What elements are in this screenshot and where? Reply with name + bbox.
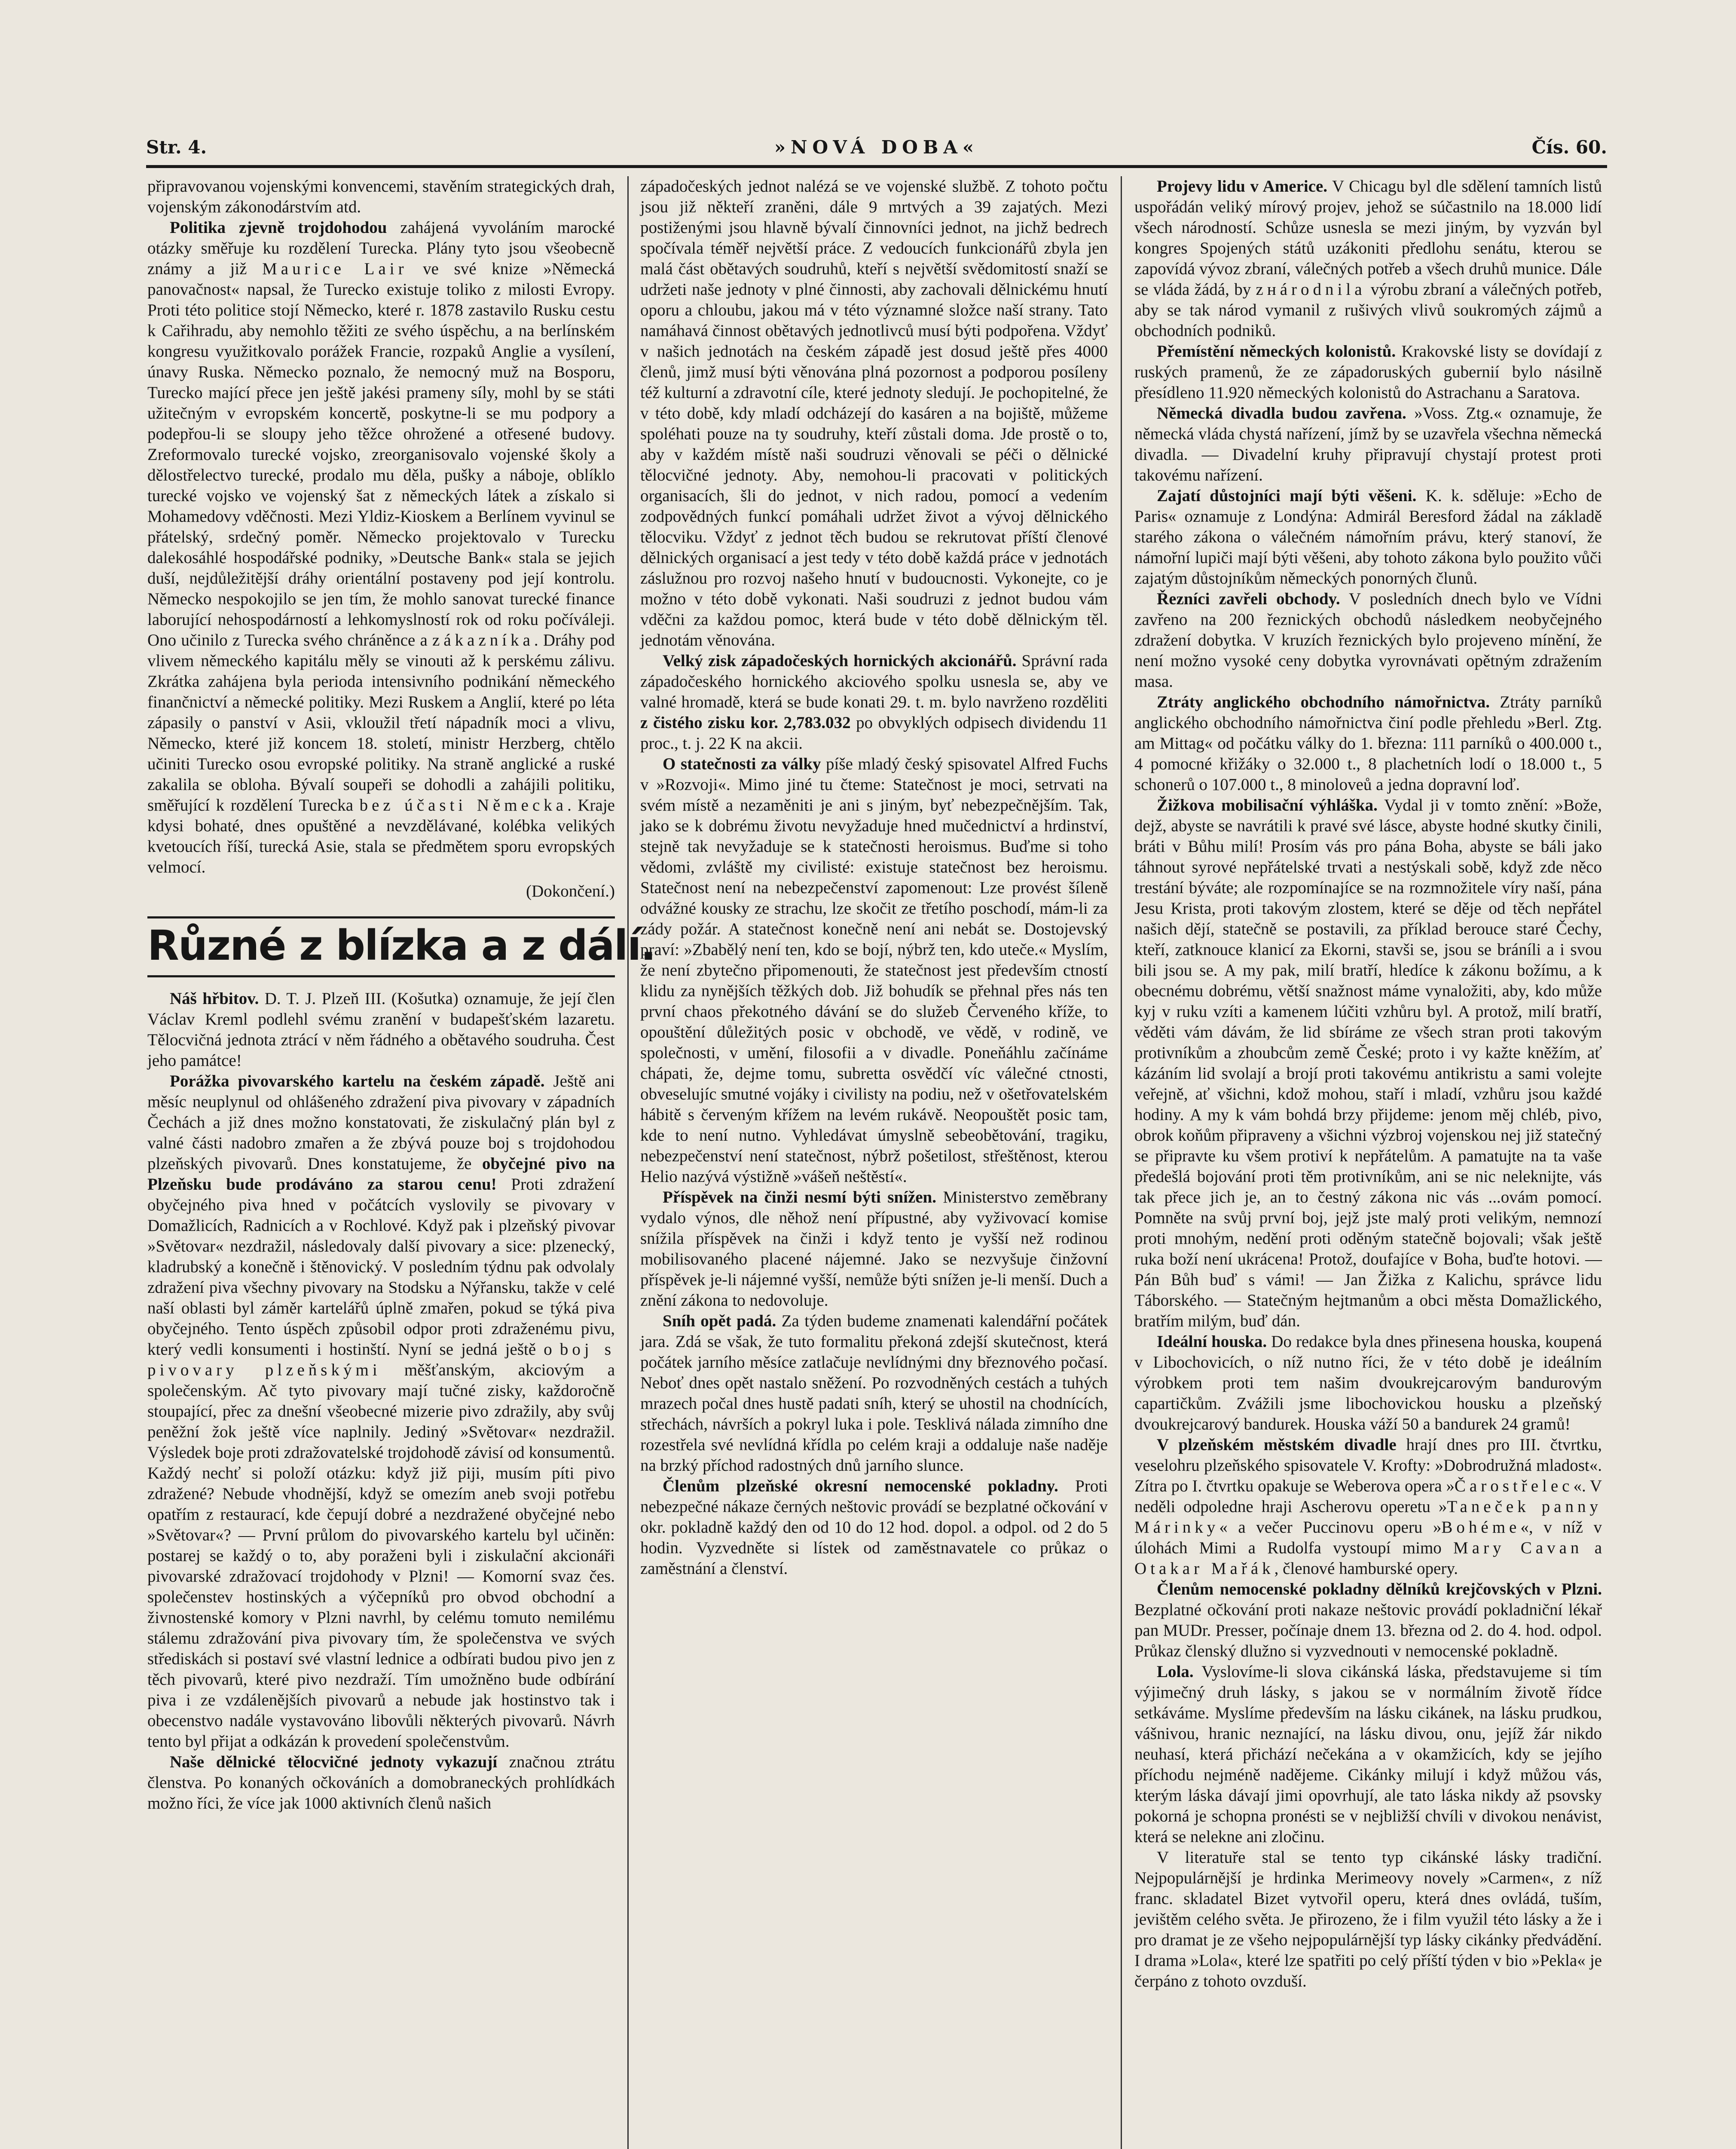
article-signature: (Dokončení.) — [526, 882, 615, 900]
newspaper-title: »NOVÁ DOBA« — [774, 137, 979, 158]
page-header — [146, 137, 1607, 162]
news-item: Lola. Vyslovíme-li slova cikánská láska, představujeme si tím výjimečný druh lásky, s jakou se v normálním životě řídce setkáváme. Myslíme především na lásku cikánek, na lásku prudkou, vášnivou, hranic neznající, na lásku divou, onu, jejíž žár nikdo neuhasí, která přichází nečekána a v okamžicích, kdy se jejího příchodu nejméně nadějeme. Cikánky milují i když můžou vás, kterým láska dávají jimi opovrhují, ale tato láska nikdy až psovsky pokorná je schopna pronésti se v nejbližší chvíli v divokou nenávist, která se nelekne ani zločinu. — [1134, 1662, 1602, 1846]
news-item: V literatuře stal se tento typ cikánské lásky tradiční. Nejpopulárnější je hrdinka Merimeovy novely »Carmen«, z níž franc. skladatel Bizet vytvořil operu, která dnes ovládá, tuším, jevištěm celého světa. Je přirozeno, že i film využil této lásky a že i pro dramat je ze všeho nejpopulárnější typ lásky cikánky předvádění. I drama »Lola«, které lze spatřiti po celý příští týden v bio »Pekla« je čerpáno z tohoto ovzduší. — [1134, 1848, 1602, 1990]
column-2 — [640, 176, 1108, 1579]
header-rule — [146, 165, 1607, 168]
news-item: Žižkova mobilisační výhláška. Vydal ji v tomto znění: »Bože, dejž, abyste se navrátili k pravé své lásce, abyste hodné skutky činili, bráti v Bůhu milí! Prosím vás pro pána Boha, abyste se báli jako táhnout syrové nepřátelské trvati a nestýskali sobě, když zde něco trestání býváte; ale rozpomínajíce se na rozmnožitele víry naší, pána Jesu Krista, proti takovým zlostem, které se děje od těch nepřátel našich dějí, statečně se postavili, za příklad berouce staré Čechy, kteří, zatknouce klanicí za Ekorni, stavši se, jsou se bráníli a i svou bili jsou se. A my pak, milí bratří, hledíce k zákonu božímu, a k obecnému dobrému, větší snažnost máme vynaložiti, aby, kdo může kyj v ruku vzíti a kamenem lúčiti vzhůru byl. A protož, milí bratří, věděti vám dávám, že lid sbíráme ze všech stran proti takovým protivníkům a zhoubcům země České; proto i vy kažte kněžím, ať kázáním lid svolají a brojí proti takovému antikristu a sami volejte veřejně, ať všichni, kdož mohou, staří i mladí, vzhůru jsou každé hodiny. A my k vám bohdá brzy přijdeme: jenom měj chléb, pivo, obrok koňům připraveny a všichni výzbroj vojenskou nej již statečný se připravte ku všem protiví k nepřátelům. A pamatujte na ta vaše předešlá bojování proti těm protivníkům, ani se nic neleknijte, vás tak přece jich je, an to čestný zákona nic vás ...ovám pomocí. Pomněte na svůj první boj, jejž jste malý proti velikým, nemnozí proti mnohým, nedění proti oděným statečně bojovali; však ještě ruka boží není ukrácena! Protož, doufajíce v Boha, buďte hotovi. — Pán Bůh buď s vámi! — Jan Žižka z Kalichu, správce lidu Táborského. — Statečným hejtmanům a obci města Domažlického, bratřím milým, buď dán. — [1134, 796, 1602, 1330]
news-item: Německá divadla budou zavřena. »Voss. Ztg.« oznamuje, že německá vláda chystá nařízení, jímž by se uzavřela všechna německá divadla. — Divadelní kruhy připravují chystají protest proti takovému nařízení. — [1134, 404, 1602, 484]
article-paragraph: Politika zjevně trojdohodou zahájená vyvoláním marocké otázky směřuje ku rozdělení Turecka. Plány tyto jsou všeobecně známy a již Maurice Lair ve své knize »Německá panovačnost« napsal, že Turecko existuje toliko z milosti Evropy. Proti této politice stojí Německo, které r. 1878 zastavilo Rusku cestu k Cařihradu, aby nemohlo těžiti ze svého úspěchu, a na berlínském kongresu využitkovalo porážek Francie, rozpaků Anglie a vysílení, únavy Ruska. Německo poznalo, že nemocný muž na Bosporu, Turecko mající přece jen ještě jakési prameny síly, mohl by se státi užitečným v evropském koncertě, poskytne-li se mu podpory a podepřou-li se sloupy jeho těžce ohrožené a otřesené budovy. Zreformovalo turecké vojsko, zreorganisovalo vojenské školy a dělostřelectvo turecké, prodalo mu děla, pušky a náboje, oblíklo turecké vojsko ve vojenský šat z německých látek a získalo si Mohamedovy vděčnosti. Mezi Yldiz-Kioskem a Berlínem vyvinul se přátelský, srdečný poměr. Německo projektovalo v Turecku dalekosáhlé hospodářské podniky, »Deutsche Bank« stala se jejich duší, nejdůležitější dráhy orientální postaveny pod její kontrolu. Německo nespokojilo se jen tím, že mohlo sanovat turecké finance laborující nehospodárností a lehkomyslností rok od roku počíváleji. Ono učinilo z Turecka svého chráněnce a zákazníka. Dráhy pod vlivem německého kapitálu měly se vinouti až k perskému zálivu. Zkrátka zahájena byla perioda intensivního podnikání německého finančnictví a německé politiky. Mezi Ruskem a Anglií, které po léta zápasily o panství v Asii, vkloužil třetí nápadník moci a vlivu, Německo, které již koncem 18. století, ministr Herzberg, chtělo učiniti Turecko osou evropské politiky. Na straně anglické a ruské zakalila se obloha. Bývalí soupeři se dohodli a zahájili politiku, směřující k rozdělení Turecka bez účasti Německa. Kraje kdysi bohaté, dnes opuštěné a nevzdělávané, kolébka velikých kvetoucích říší, turecká Asie, stala se předmětem sporu evropských velmocí. — [147, 218, 615, 876]
article-paragraph: západočeských jednot nalézá se ve vojenské službě. Z tohoto počtu jsou již někteří zraněni, dále 9 mrtvých a 39 zajatých. Mezi postiženými jsou hlavně bývalí činnovníci jednot, na jichž bedrech spočívala téměř největší práce. Z vedoucích funkcionářů zbyla jen malá část obětavých soudruhů, kteří s největší svědomitostí snaží se udržeti naše jednoty v plné činnosti, aby zachovali dělnickému hnutí oporu a chloubu, jakou má v této významné složce naší strany. Tato namáhavá činnost obětavých jednotlivců musí býti podpořena. Vždyť v našich jednotách na českém západě jest dosud ještě přes 4000 členů, jimž musí býti věnována plná pozornost a podporou posíleny též kulturní a zdravotní cíle, které jednoty sledují. Je pochopitelné, že v této době, kdy mladí odcházejí do kasáren a na bojiště, můžeme spoléhati pouze na ty soudruhy, kteří zůstali doma. Jde prostě o to, aby v každém místě naši soudruzi věnovali se péči o dělnické tělocvičné jednoty. Aby, nemohou-li pracovati v politických organisacích, šli do jednot, v nich radou, pomocí a vedením zodpovědných funkcí pomáhali udržet život a vývoj dělnického tělocviku. Vždyť z jednot těch budou se rekrutovat příští členové dělnických organisací a jest tedy v této době každá práce v jednotách záslužnou pro rozvoj našeho hnutí v budoucnosti. Vykonejte, co je možno v této době vykonati. Naši soudruzi z jednot budou vám vděčni za každou pomoc, která bude v této době dělnickým těl. jednotám věnována. — [640, 177, 1108, 649]
section-title: Různé z blízka a z dálí. — [147, 916, 615, 977]
news-item: Příspěvek na činži nesmí býti snížen. Ministerstvo zeměbrany vydalo výnos, dle něhož není přípustné, aby vyživovací komise snížila příspěvek na činži i když tento je vyšší než rodinou mobilisovaného placené nájemné. Jako se nezvyšuje činžovní příspěvek je-li nájemné vyšší, nemůže býti snížen je-li menší. Duch a znění zákona to nedovoluje. — [640, 1188, 1108, 1310]
news-item: Zajatí důstojníci mají býti věšeni. K. k. sděluje: »Echo de Paris« oznamuje z Londýna: Admirál Beresford žádal na základě starého zákona o válečném námořním právu, který stanoví, že námořní lupiči mají býti věšeni, aby tohoto zákona bylo použito vůči zajatým důstojníkům německých ponorných člunů. — [1134, 487, 1602, 588]
news-item: O statečnosti za války píše mladý český spisovatel Alfred Fuchs v »Rozvoji«. Mimo jiné tu čteme: Statečnost je moci, setrvati na svém místě a nezaměniti je ani s jiným, byť nebezpečnějším. Tak, jako se k dobrému životu nevyžaduje hned mučednictví a hrdinství, stejně tak nevyžaduje se k statečnosti heroismus. Buďme si toho vědomi, zvláště my civilisté: existuje statečnost bez heroismu. Statečnost není na nebezpečenství zapomenout: Lze provést šíleně odvážné kousky ze strachu, lze skočit ze třetího poschodí, mám-li za zády požár. A statečnost konečně není ani nebát se. Dostojevský praví: »Zbabělý není ten, kdo se bojí, nýbrž ten, kdo uteče.« Myslím, že není zbytečno připomenouti, že statečnost jest především ctností klidu za nynějších těžkých dob. Již bohudík se přehnal přes nás ten první chaos překotného dávání se do služeb Červeného kříže, to opouštění důležitých posic v obchodě, ve vědě, v rodině, ve společnosti, v umění, filosofii a v divadle. Poneňáhlu začínáme chápati, že, dejme tomu, subretta osvědčí víc válečné ctnosti, obveselujíc smutné vojáky i civilisty na podiu, než v ošetřovatelském hábitě s červeným křížem na levém rukávě. Neopouštět posic tam, kde to není nutno. Vyhledávat úmyslně sebeobětování, tragiku, nebezpečenství není statečnost, nýbrž pošetilost, střeštěnost, kterou Helio nazývá výstižně »vášeň neštěstí«. — [640, 755, 1108, 1186]
news-item: Porážka pivovarského kartelu na českém západě. Ještě ani měsíc neuplynul od ohlášeného zdražení piva pivovary v západních Čechách a již dnes možno konstatovati, že ziskulačný plán byl z valné části nadobro zmařen a že zbývá pouze boj s trojdohodou plzeňských pivovarů. Dnes konstatujeme, že obyčejné pivo na Plzeňsku bude prodáváno za starou cenu! Proti zdražení obyčejného piva hned v počátcích vyslovily se pivovary v Domažlicích, Radnicích a v Rochlové. Když pak i plzeňský pivovar »Světovar« nezdražil, následovaly další pivovary a sice: plzenecký, kladrubský a konečně i štěnovický. V posledním týdnu pak odvolaly zdražení piva všechny pivovary na Stodsku a Nýřansku, takže v celé naší oblasti byl záměr kartelářů úplně zmařen, pokud se týká piva obyčejného. Tento úspěch způsobil odpor proti zdraženému pivu, který vedli konsumenti i hostinští. Nyní se jedná ještě o boj s pivovary plzeňskými měšťanským, akciovým a společenským. Ač tyto pivovary mají tučné zisky, každoročně stoupající, přec za dnešní všeobecné mizerie pivo zdražily, aby svůj peněžní žok ještě více naplnily. Jediný »Světovar« nezdražil. Výsledek boje proti zdražovatelské trojdohodě závisí od konsumentů. Každý nechť si položí otázku: když již piji, musím píti pivo zdražené? Nebude vhodnější, když se omezím aneb svoji potřebu opatřím z restaurací, kde čepují dobré a nezdražené obyčejné nebo »Světovar«? — První průlom do pivovarského kartelu byl učiněn: postarej se každý o to, aby poraženi byli i ziskulační akcionáři pivovarské zdražovací trojdohody v Plzni! — Komorní svaz čes. společenstev hostinských a výčepníků pro obvod obchodní a živnostenské komory v Plzni navrhl, by celému tomuto nemilému stálemu zdražování piva pivovary tím, že společenstva ve svých střediskách si postaví své vlastní lednice a odbírati budou pivo jen z těch pivovarů, které pivo nezdraží. Tím umožněno bude odbírání piva i ze vzdálenějších pivovarů a nebude jak hostinstvo tak i obecenstvo nadále vystavováno libovůli některých pivovarů. Návrh tento byl přijat a odkázán k provedení společenstvům. — [147, 1072, 615, 1751]
page-number: Str. 4. — [146, 137, 207, 158]
news-item: V plzeňském městském divadle hrají dnes pro III. čtvrtku, veselohru plzeňského spisovatele V. Krofty: »Dobrodružná mladost«. Zítra po I. čtvrtku opakuje se Weberova opera »Čarostřelec«. V neděli odpoledne hraji Ascherovu operetu »Taneček panny Márinky« a večer Puccinovu operu »Bohéme«, v níž v úlohách Mimi a Rudolfa vystoupí mimo Mary Cavan a Otakar Mařák, členové hamburské opery. — [1134, 1436, 1602, 1578]
news-item: Velký zisk západočeských hornických akcionářů. Správní rada západočeského hornického akciového spolku usnesla se, aby ve valné hromadě, která se bude konati 29. t. m. bylo navrženo rozděliti z čistého zisku kor. 2,783.032 po obvyklých odpisech dividendu 11 proc., t. j. 22 K na akcii. — [640, 652, 1108, 753]
issue-number: Čís. 60. — [1531, 137, 1607, 158]
news-item: Naše dělnické tělocvičné jednoty vykazují značnou ztrátu členstva. Po konaných očkováních a domobraneckých prohlídkách možno říci, že více jak 1000 aktivních členů našich — [147, 1753, 615, 1812]
news-item: Přemístění německých kolonistů. Krakovské listy se dovídají z ruských pramenů, že ze západoruských gubernií bylo násilně přesídleno 11.920 německých kolonistů do Astrachanu a Saratova. — [1134, 342, 1602, 402]
news-item: Ideální houska. Do redakce byla dnes přinesena houska, koupená v Libochovicích, o níž nutno říci, že v této době je ideálním výrobkem proti tem našim dvoukrejcarovým bandurovým capartičkům. Zvážili jsme libochovickou housku a plzeňský dvoukrejcarový bandurek. Houska váží 50 a bandurek 24 gramů! — [1134, 1332, 1602, 1433]
news-item: Náš hřbitov. D. T. J. Plzeň III. (Košutka) oznamuje, že její člen Václav Kreml podlehl svému zranění v budapešťském lazaretu. Tělocvičná jednota ztrácí v něm řádného a obětavého soudruha. Čest jeho památce! — [147, 989, 615, 1070]
news-item: Řezníci zavřeli obchody. V posledních dnech bylo ve Vídni zavřeno na 200 řeznických obchodů následkem neobyčejného zdražení dobytka. V kruzích řeznických bylo projeveno mínění, že není možno vysoké ceny dobytka vyrovnávati opětným zdražením masa. — [1134, 590, 1602, 691]
column-divider — [627, 176, 629, 2149]
column-divider — [1121, 176, 1122, 2149]
news-item: Ztráty anglického obchodního námořnictva. Ztráty parníků anglického obchodního námořnictva činí podle přehledu »Berl. Ztg. am Mittag« od počátku války do 1. března: 111 parníků o 400.000 t., 4 pomocné křižáky o 32.000 t., 8 plachetních lodí o 18.000 t., 5 schonerů o 107.000 t., 8 minoloveů a jedna dopravní loď. — [1134, 693, 1602, 794]
column-1 — [147, 176, 656, 1814]
news-item: Sníh opět padá. Za týden budeme znamenati kalendářní počátek jara. Zdá se však, že tuto formalitu překoná zdejší skutečnost, která počátek jarního měsíce zatlačuje nevlídnými dny březnového počasí. Neboť dnes opět nastalo sněžení. Po rozvodněných cestách a tuhých mrazech počal dnes hustě padati sníh, který se uhostil na chodnících, střechách, návrších a pokryl luka i pole. Tesklivá nálada zimního dne rozestřela své nevlídná křídla po celém kraji a oddaluje naše naděje na brzký příchod radostných dnů jarního slunce. — [640, 1312, 1108, 1475]
news-item: Členům nemocenské pokladny dělníků krejčovských v Plzni. Bezplatné očkování proti nakaze neštovic provádí pokladniční lékař pan MUDr. Presser, počínaje dnem 13. března od 2. do 4. hod. odpol. Průkaz členský dlužno si vyzvednouti v nemocenské pokladně. — [1134, 1580, 1602, 1660]
column-3 — [1134, 176, 1602, 1992]
article-paragraph: připravovanou vojenskými konvencemi, stavěním strategických drah, vojenským zákonodárstvím atd. — [147, 177, 615, 216]
news-item: Členům plzeňské okresní nemocenské pokladny. Proti nebezpečné nákaze černých neštovic provádí se bezplatné očkování v okr. pokladně každý den od 10 do 12 hod. dopol. a odpol. od 2 do 5 hodin. Vyzvedněte si lístek od zaměstnavatele co průkaz o zaměstnání a členství. — [640, 1477, 1108, 1578]
news-item: Projevy lidu v Americe. V Chicagu byl dle sdělení tamních listů uspořádán veliký mírový projev, jehož se súčastnilo na 18.000 lidí všech národností. Schůze usnesla se mezi jiným, by vyzván byl kongres Spojených států uzákoniti předlohu senátu, kterou se zapovídá vývoz zbraní, válečných potřeb a všech druhů munice. Dále se vláda žádá, by zнárodnila výrobu zbraní a válečných potřeb, aby se tak národ vymanil z rušivých vlivů soukromých zájmů a obchodních podniků. — [1134, 177, 1602, 340]
